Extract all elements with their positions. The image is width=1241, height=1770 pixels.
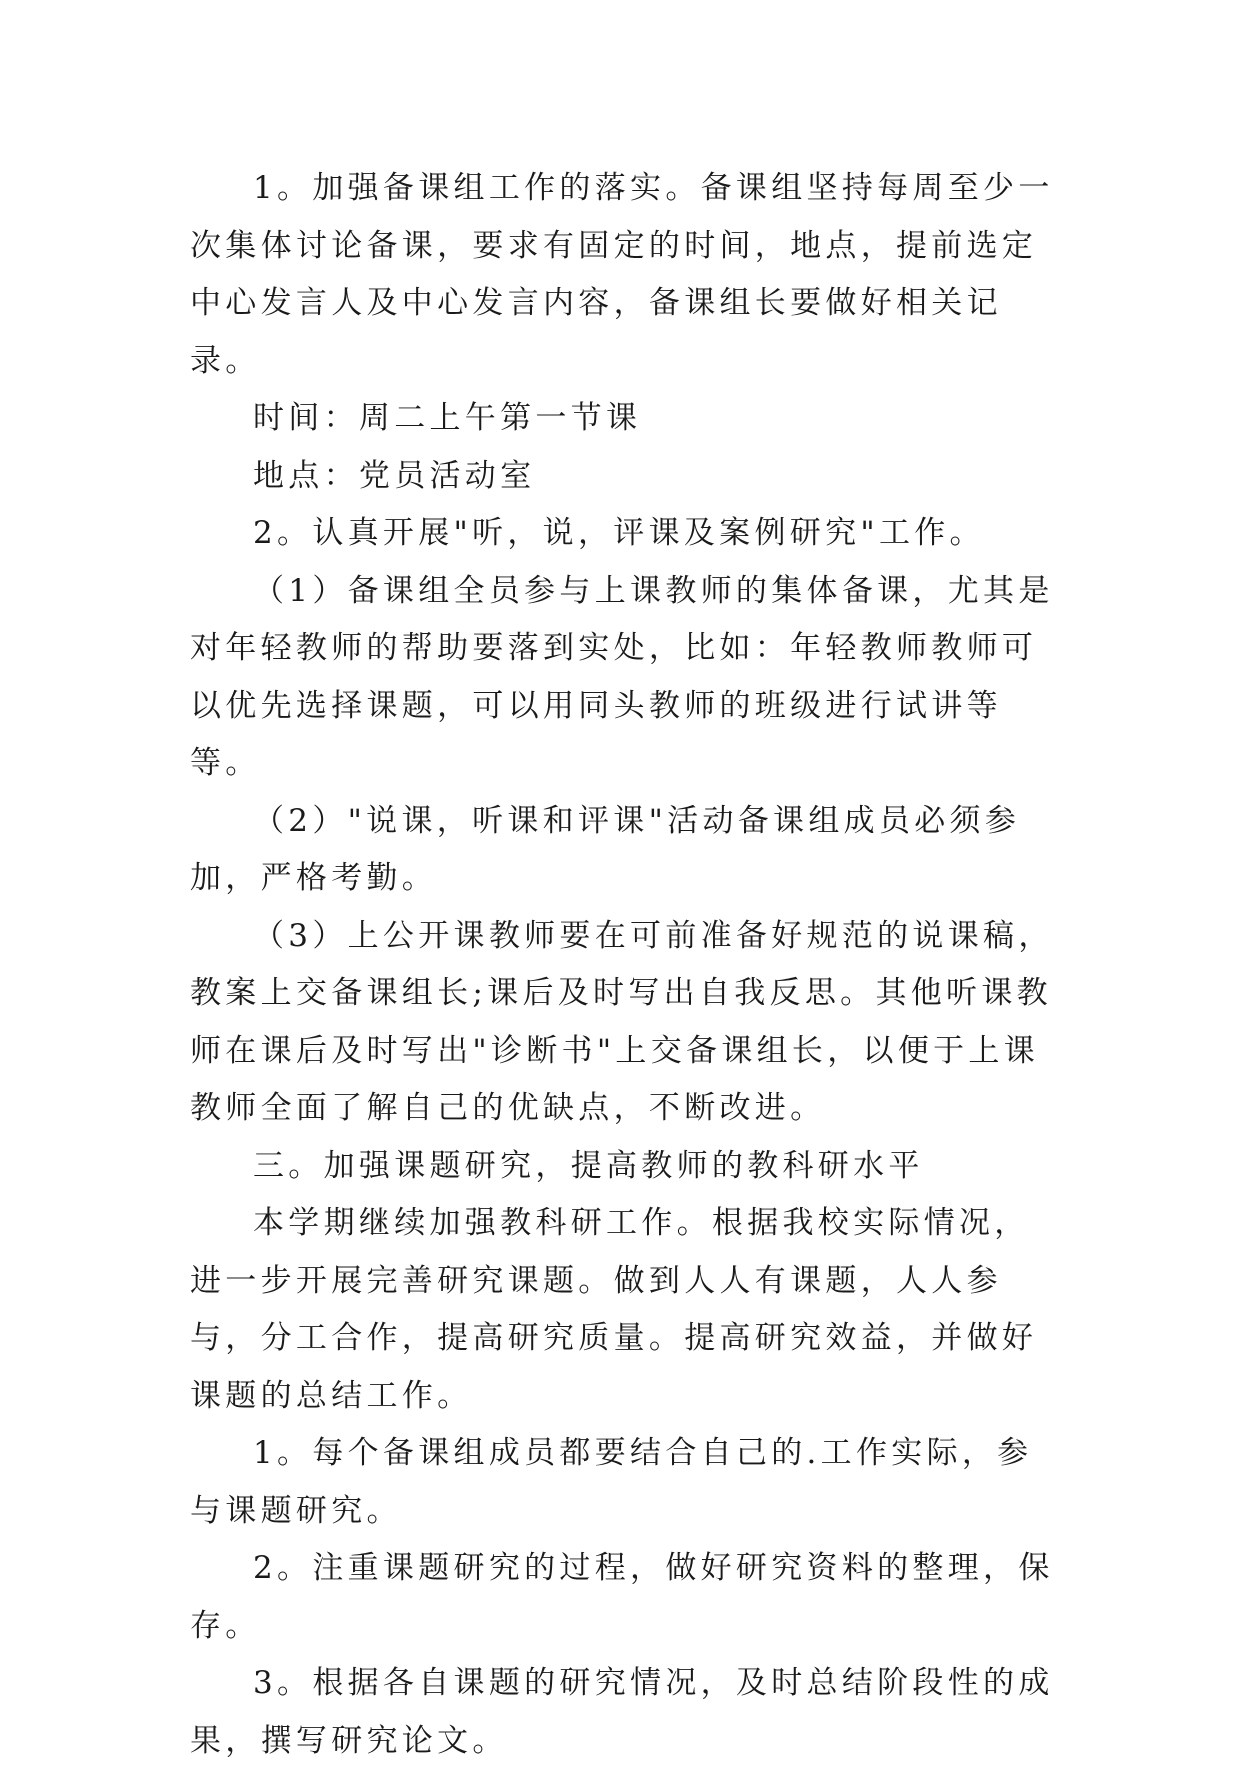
paragraph-item-1: （1）备课组全员参与上课教师的集体备课，尤其是对年轻教师的帮助要落到实处，比如：年轻教师教师可以优先选择课题，可以用同头教师的班级进行试讲等等。	[190, 572, 1054, 781]
paragraph-research-point-2: 2。注重课题研究的过程，做好研究资料的整理，保存。	[190, 1550, 1054, 1644]
section-heading-research: 三。加强课题研究，提高教师的教科研水平	[253, 1147, 924, 1184]
paragraph-lesson-evaluation: 2。认真开展"听，说，评课及案例研究"工作。	[253, 515, 985, 551]
paragraph-research-point-1: 1。每个备课组成员都要结合自己的.工作实际，参与课题研究。	[190, 1435, 1033, 1529]
paragraph-research-intro: 本学期继续加强教科研工作。根据我校实际情况，进一步开展完善研究课题。做到人人有课题，人人参与，分工合作，提高研究质量。提高研究效益，并做好课题的总结工作。	[190, 1205, 1038, 1414]
paragraph-lesson-group-implementation: 1。加强备课组工作的落实。备课组坚持每周至少一次集体讨论备课，要求有固定的时间，地点，提前选定中心发言人及中心发言内容，备课组长要做好相关记录。	[190, 170, 1054, 379]
paragraph-item-2: （2）"说课，听课和评课"活动备课组成员必须参加，严格考勤。	[190, 802, 1021, 896]
paragraph-meeting-time: 时间：周二上午第一节课	[253, 400, 642, 436]
paragraph-item-3: （3）上公开课教师要在可前准备好规范的说课稿，教案上交备课组长;课后及时写出自我反思。其他听课教师在课后及时写出"诊断书"上交备课组长，以便于上课教师全面了解自己的优缺点，不断改进。	[190, 917, 1054, 1126]
paragraph-research-point-3: 3。根据各自课题的研究情况，及时总结阶段性的成果，撰写研究论文。	[190, 1665, 1054, 1759]
document-body	[190, 160, 1060, 1770]
paragraph-meeting-place: 地点：党员活动室	[253, 457, 536, 494]
